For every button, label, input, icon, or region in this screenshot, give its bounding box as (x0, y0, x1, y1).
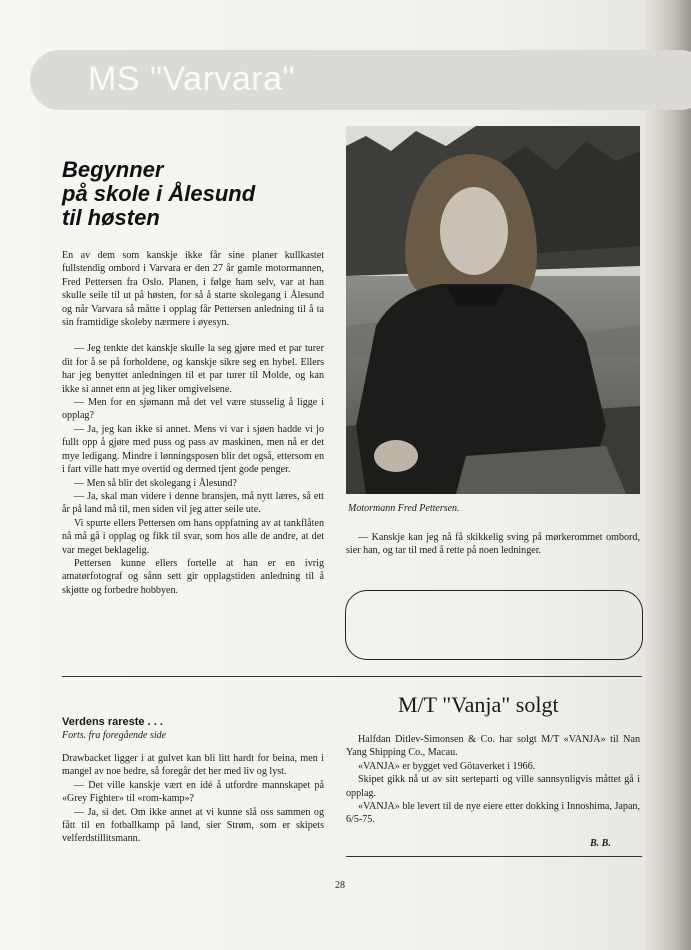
headline-line: Begynner (62, 157, 164, 182)
paragraph: — Men så blir det skolegang i Ålesund? (74, 477, 237, 489)
divider (62, 676, 642, 677)
article-headline (62, 158, 332, 230)
headline-line: til høsten (62, 205, 160, 230)
paragraph: — Ja, si det. Om ikke annet at vi kunne slå oss sammen og fått til en fotballkamp på land, sier Strøm, som er skipets velferdstillitsmann. (62, 806, 324, 845)
article-continuation (346, 531, 640, 558)
section-title: MS "Varvara" (88, 60, 296, 98)
empty-frame (345, 590, 643, 660)
paragraph: — Ja, skal man videre i denne bransjen, må nytt læres, så ett år på land må til, men siden vil jeg atter seile ute. (62, 490, 324, 516)
paragraph: Pettersen kunne ellers fortelle at han er en ivrig amatørfotograf og sånn sett gir opplagstiden anledning til å skjøtte og forbedre hobbyen. (62, 557, 324, 596)
paragraph: Drawbacket ligger i at gulvet kan bli litt hardt for beina, men i mangel av noe bedre, så foregår det her med liv og lyst. (62, 753, 324, 778)
page-number: 28 (335, 880, 345, 891)
portrait-photo-drawing (346, 126, 640, 494)
paragraph: — Jeg tenkte det kanskje skulle la seg gjøre med et par turer dit for å se på forholdene, og kanskje sikre seg en hybel. Ellers har jeg benyttet anledningen til et par turer til Molde, og kan ikke si annet enn at jeg liker omgivelsene. (62, 343, 324, 395)
vanja-body (346, 733, 640, 827)
headline-line: på skole i Ålesund (62, 181, 256, 206)
paragraph: — Kanskje kan jeg nå få skikkelig sving på mørkerommet ombord, sier han, og tar til med å rette på noen ledninger. (346, 532, 640, 557)
paragraph: Vi spurte ellers Pettersen om hans oppfatning av at tankflåten nå må gå i opplag og fikk til svar, som hos alle de andre, at det var meget beklagelig. (62, 517, 324, 556)
divider (346, 856, 642, 857)
paragraph: «VANJA» ble levert til de nye eiere etter dokking i Innoshima, Japan, 6/5-75. (346, 801, 640, 826)
paragraph: Skipet gikk nå ut av sitt serteparti og ville sannsynligvis måttet gå i opplag. (346, 774, 640, 799)
paragraph: — Ja, jeg kan ikke si annet. Mens vi var i sjøen hadde vi jo fullt opp å gjøre med puss og pass av maskinen, men nå er det mye ledigang. Mindre i lønningsposen blir det også, ettersom en i fart ville hatt mye overtid og dermed tjent gode penger. (62, 423, 324, 476)
paragraph: — Men for en sjømann må det vel være stusselig å ligge i opplag? (62, 397, 324, 422)
article-body (62, 249, 324, 597)
portrait-photo (346, 126, 640, 494)
rarest-subheading: Forts. fra foregående side (62, 730, 167, 741)
paragraph: Halfdan Ditlev-Simonsen & Co. har solgt M/T «VANJA» til Nan Yang Shipping Co., Macau. (346, 734, 640, 759)
paragraph: — Det ville kanskje vært en idé å utfordre mannskapet på «Grey Fighter» til «rom-kamp»? (62, 779, 324, 805)
vanja-heading: M/T "Vanja" solgt (398, 692, 559, 717)
paragraph: En av dem som kanskje ikke får sine planer kullkastet fullstendig ombord i Varvara er den 27 år gamle motormannen, Fred Pettersen fra Oslo. Planen, i følge ham selv, var at han skulle seile til ut på høsten, for så å starte skolegang i Ålesund og når Varvara så måtte i opplag får Pettersen anledning til å ta sin framtidige skoleby nærmere i øyesyn. (62, 250, 324, 329)
rarest-heading: Verdens rareste . . . (62, 716, 163, 728)
paragraph: «VANJA» er bygget ved Götaverket i 1966. (358, 760, 536, 772)
signature: B. B. (590, 838, 611, 849)
photo-caption: Motormann Fred Pettersen. (348, 503, 460, 514)
rarest-body (62, 752, 324, 846)
